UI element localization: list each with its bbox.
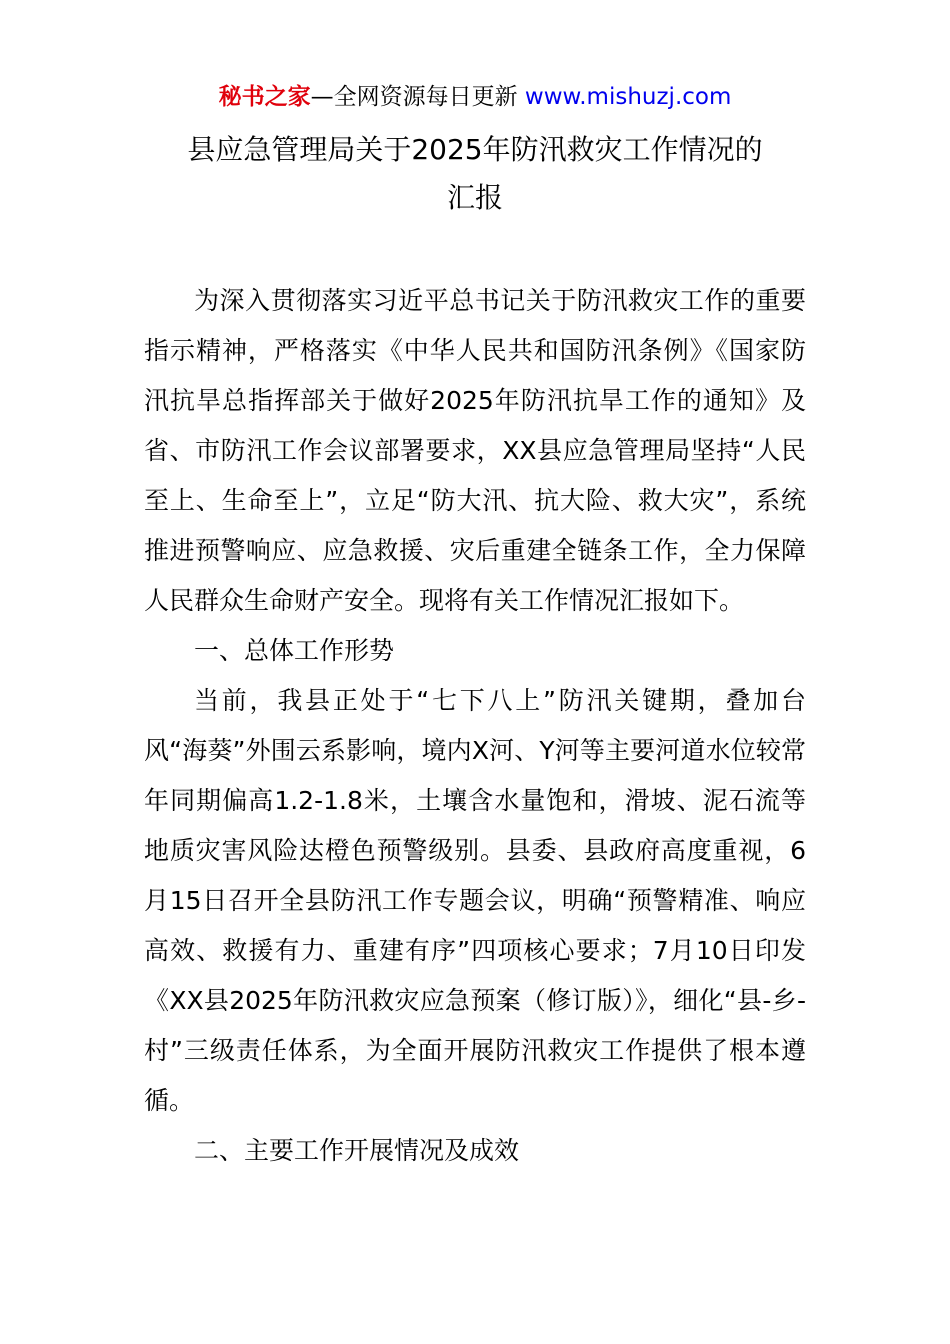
title-line-2: 汇报 <box>446 181 503 214</box>
section-1-paragraph: 当前，我县正处于“七下八上”防汛关键期，叠加台风“海葵”外围云系影响，境内X河、Y河等主要河道水位较常年同期偏高1.2-1.8米，土壤含水量饱和，滑坡、泥石流等地质灾害风险达橙色预警级别。县委、县政府高度重视，6月15日召开全县防汛工作专题会议，明确“预警精准、响应高效、救援有力、重建有序”四项核心要求；7月10日印发《XX县2025年防汛救灾应急预案（修订版）》，细化“县-乡-村”三级责任体系，为全面开展防汛救灾工作提供了根本遵循。 <box>144 686 806 1115</box>
brand-name: 秘书之家 <box>218 84 311 110</box>
document-title <box>100 126 850 222</box>
site-url-link[interactable]: www.mishuzj.com <box>524 84 732 110</box>
section-heading-1: 一、总体工作形势 <box>194 636 395 665</box>
site-banner <box>0 80 950 114</box>
section-heading-2: 二、主要工作开展情况及成效 <box>194 1136 520 1165</box>
document-body <box>144 276 806 1176</box>
banner-tagline: —全网资源每日更新 <box>310 84 525 110</box>
title-line-1: 县应急管理局关于2025年防汛救灾工作情况的 <box>187 133 763 166</box>
intro-paragraph: 为深入贯彻落实习近平总书记关于防汛救灾工作的重要指示精神，严格落实《中华人民共和国防汛条例》《国家防汛抗旱总指挥部关于做好2025年防汛抗旱工作的通知》及省、市防汛工作会议部署要求，XX县应急管理局坚持“人民至上、生命至上”，立足“防大汛、抗大险、救大灾”，系统推进预警响应、应急救援、灾后重建全链条工作，全力保障人民群众生命财产安全。现将有关工作情况汇报如下。 <box>144 286 806 615</box>
